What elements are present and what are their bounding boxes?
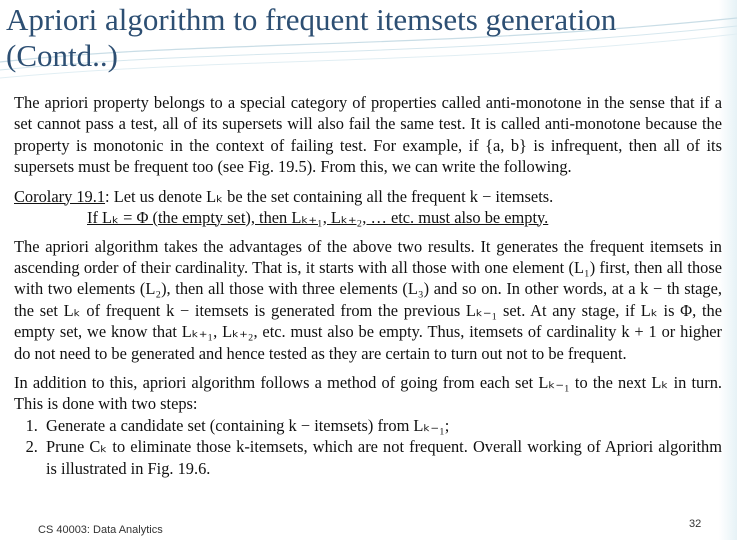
list-item: 2. Prune Cₖ to eliminate those k-itemsets, which are not frequent. Overall working of Apriori algorithm is illustrated in Fig. 19.6. bbox=[42, 436, 722, 479]
steps-list bbox=[14, 415, 722, 479]
list-item: 1. Generate a candidate set (containing k − itemsets) from Lₖ₋₁; bbox=[42, 415, 722, 436]
slide-title bbox=[6, 2, 616, 74]
footer-course: CS 40003: Data Analytics bbox=[38, 524, 163, 536]
paragraph-method: In addition to this, apriori algorithm follows a method of going from each set Lₖ₋₁ to the next Lₖ in turn. This is done with two steps: bbox=[14, 373, 722, 414]
corollary-label: Corolary 19.1 bbox=[14, 186, 106, 206]
page-number: 32 bbox=[689, 518, 702, 530]
title-line-1: Apriori algorithm to frequent itemsets generation bbox=[6, 2, 617, 37]
title-line-2: (Contd..) bbox=[6, 38, 118, 73]
paragraph-apriori-steps: The apriori algorithm takes the advantages of the above two results. It generates the frequent itemsets in ascending order of their cardinality. That is, it starts with all those with one element (L₁) first, then all those with two elements (L₂), then all those with three elements (L₃) and so on. In other words, at a k − th stage, the set Lₖ of frequent k − itemsets is generated from the previous Lₖ₋₁ set. At any stage, if Lₖ is Φ, the empty set, we know that Lₖ₊₁, Lₖ₊₂, etc. must also be empty. Thus, itemsets of cardinality k + 1 or higher do not need to be generated and hence tested as they are certain to turn out not to be frequent. bbox=[14, 236, 722, 363]
corollary-line-2: If Lₖ = Φ (the empty set), then Lₖ₊₁, Lₖ₊₂, … etc. must also be empty. bbox=[87, 207, 549, 227]
corollary-block bbox=[14, 186, 722, 228]
corollary-line-1: : Let us denote Lₖ be the set containing all the frequent k − itemsets. bbox=[105, 186, 554, 206]
paragraph-anti-monotone: The apriori property belongs to a special category of properties called anti-monotone in the sense that if a set cannot pass a test, all of its supersets will also fail the same test. It is called anti-monotone because the property is monotonic in the context of failing test. For example, if {a, b} is infrequent, then all of its supersets must be frequent too (see Fig. 19.5). From this, we can write the following. bbox=[14, 93, 722, 177]
slide-body bbox=[14, 92, 722, 479]
